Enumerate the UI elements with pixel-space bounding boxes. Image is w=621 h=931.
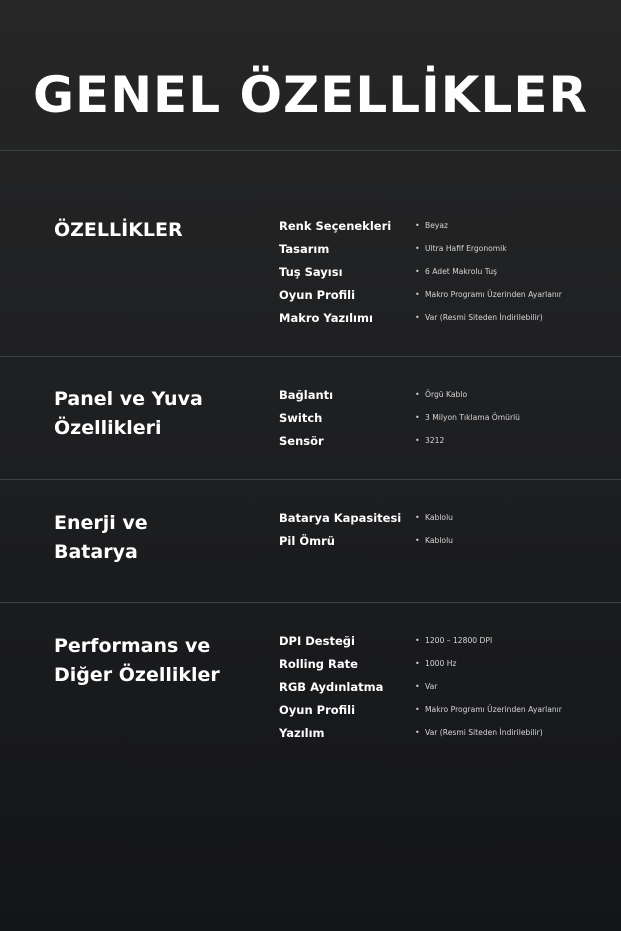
bullet-icon: • [415, 220, 420, 230]
spec-value: 3 Milyon Tıklama Ömürlü [425, 413, 520, 422]
spec-value: 6 Adet Makrolu Tuş [425, 267, 497, 276]
bullet-icon: • [415, 727, 420, 737]
spec-row [279, 429, 609, 452]
spec-row [279, 675, 609, 698]
section-title-line: Batarya [54, 541, 138, 563]
section-title-line: Performans ve [54, 635, 211, 657]
spec-label: Oyun Profili [279, 287, 356, 302]
section-title [54, 385, 264, 443]
spec-value: Makro Programı Üzerinden Ayarlanır [425, 290, 562, 299]
spec-value: Var (Resmi Siteden İndirilebilir) [425, 728, 543, 737]
bullet-icon: • [415, 312, 420, 322]
divider [0, 150, 621, 151]
spec-row [279, 214, 609, 237]
bullet-icon: • [415, 658, 420, 668]
spec-value: 1000 Hz [425, 659, 457, 668]
spec-label: Tasarım [279, 241, 330, 256]
spec-row [279, 237, 609, 260]
spec-row [279, 529, 609, 552]
bullet-icon: • [415, 535, 420, 545]
section-title-line: Diğer Özellikler [54, 664, 220, 686]
spec-label: RGB Aydınlatma [279, 679, 384, 694]
spec-label: Batarya Kapasitesi [279, 510, 402, 525]
page-title: GENEL ÖZELLİKLER [33, 66, 588, 124]
spec-label: DPI Desteği [279, 633, 355, 648]
spec-list [279, 506, 609, 552]
section-title-line: Enerji ve [54, 512, 148, 534]
spec-row [279, 506, 609, 529]
section-title [54, 216, 264, 245]
spec-value: Örgü Kablo [425, 390, 468, 399]
spec-label: Yazılım [279, 725, 325, 740]
spec-value: Kablolu [425, 513, 453, 522]
section-title-line: Özellikleri [54, 417, 162, 439]
bullet-icon: • [415, 635, 420, 645]
spec-label: Bağlantı [279, 387, 334, 402]
divider [0, 479, 621, 480]
spec-row [279, 629, 609, 652]
section-title [54, 632, 264, 690]
spec-label: Sensör [279, 433, 324, 448]
bullet-icon: • [415, 704, 420, 714]
section-title-line: Panel ve Yuva [54, 388, 203, 410]
bullet-icon: • [415, 289, 420, 299]
section-title-line: ÖZELLİKLER [54, 219, 183, 241]
spec-value: Ultra Hafif Ergonomik [425, 244, 507, 253]
bullet-icon: • [415, 266, 420, 276]
bullet-icon: • [415, 389, 420, 399]
spec-row [279, 383, 609, 406]
spec-value: Makro Programı Üzerinden Ayarlanır [425, 705, 562, 714]
spec-value: Var (Resmi Siteden İndirilebilir) [425, 313, 543, 322]
bullet-icon: • [415, 243, 420, 253]
spec-list [279, 629, 609, 744]
spec-row [279, 698, 609, 721]
spec-value: Kablolu [425, 536, 453, 545]
bullet-icon: • [415, 681, 420, 691]
spec-value: Var [425, 682, 438, 691]
spec-row [279, 721, 609, 744]
spec-value: 3212 [425, 436, 445, 445]
spec-row [279, 306, 609, 329]
spec-row [279, 283, 609, 306]
divider [0, 602, 621, 603]
spec-list [279, 383, 609, 452]
bullet-icon: • [415, 435, 420, 445]
spec-label: Pil Ömrü [279, 533, 335, 548]
spec-value: Beyaz [425, 221, 449, 230]
spec-label: Oyun Profili [279, 702, 356, 717]
bullet-icon: • [415, 412, 420, 422]
spec-row [279, 406, 609, 429]
spec-list [279, 214, 609, 329]
spec-value: 1200 – 12800 DPI [425, 636, 493, 645]
spec-label: Makro Yazılımı [279, 310, 373, 325]
spec-row [279, 260, 609, 283]
spec-label: Switch [279, 410, 323, 425]
spec-label: Tuş Sayısı [279, 264, 343, 279]
spec-label: Renk Seçenekleri [279, 218, 392, 233]
spec-label: Rolling Rate [279, 656, 358, 671]
section-title [54, 509, 264, 567]
spec-row [279, 652, 609, 675]
divider [0, 356, 621, 357]
bullet-icon: • [415, 512, 420, 522]
